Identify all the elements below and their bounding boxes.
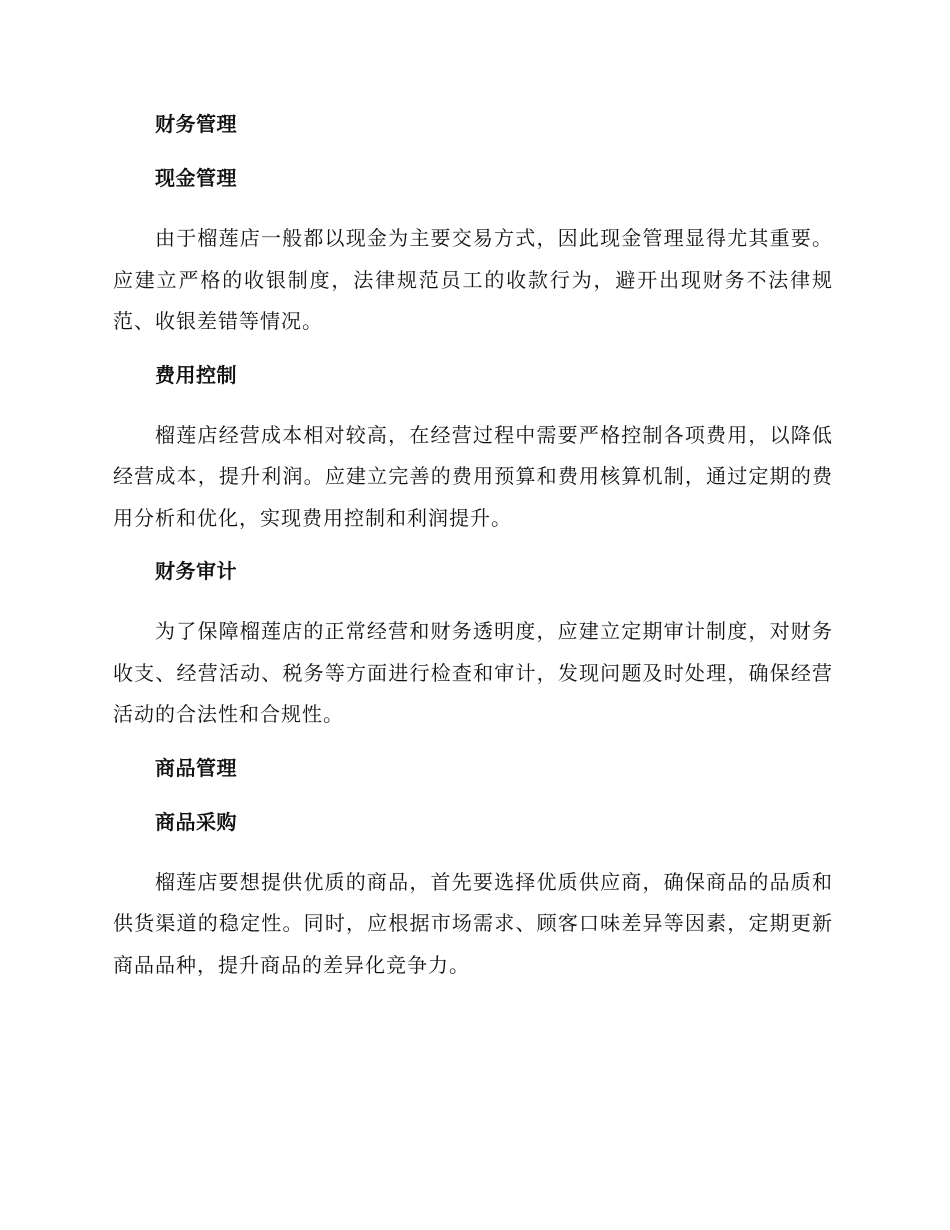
section-heading-goods: 商品管理 xyxy=(155,755,237,780)
subsection-heading-audit: 财务审计 xyxy=(155,559,237,583)
paragraph-financial-audit: 为了保障榴莲店的正常经营和财务透明度，应建立定期审计制度，对财务收支、经营活动、税务等方面进行检查和审计，发现问题及时处理，确保经营活动的合法性和合规性。 xyxy=(113,619,833,726)
subsection-heading-purchasing: 商品采购 xyxy=(155,809,237,834)
subsection-heading-cash: 现金管理 xyxy=(155,166,237,190)
paragraph-goods-purchasing: 榴莲店要想提供优质的商品，首先要选择优质供应商，确保商品的品质和供货渠道的稳定性。同时，应根据市场需求、顾客口味差异等因素，定期更新商品品种，提升商品的差异化竞争力。 xyxy=(113,869,833,977)
paragraph-expense-control: 榴莲店经营成本相对较高，在经营过程中需要严格控制各项费用，以降低经营成本，提升利润。应建立完善的费用预算和费用核算机制，通过定期的费用分析和优化，实现费用控制和利润提升。 xyxy=(113,422,833,530)
paragraph-cash-management: 由于榴莲店一般都以现金为主要交易方式，因此现金管理显得尤其重要。应建立严格的收银制度，法律规范员工的收款行为，避开出现财务不法律规范、收银差错等情况。 xyxy=(113,226,833,333)
section-heading-finance: 财务管理 xyxy=(155,112,237,136)
subsection-heading-expense: 费用控制 xyxy=(155,362,237,387)
document-page xyxy=(113,110,833,1004)
